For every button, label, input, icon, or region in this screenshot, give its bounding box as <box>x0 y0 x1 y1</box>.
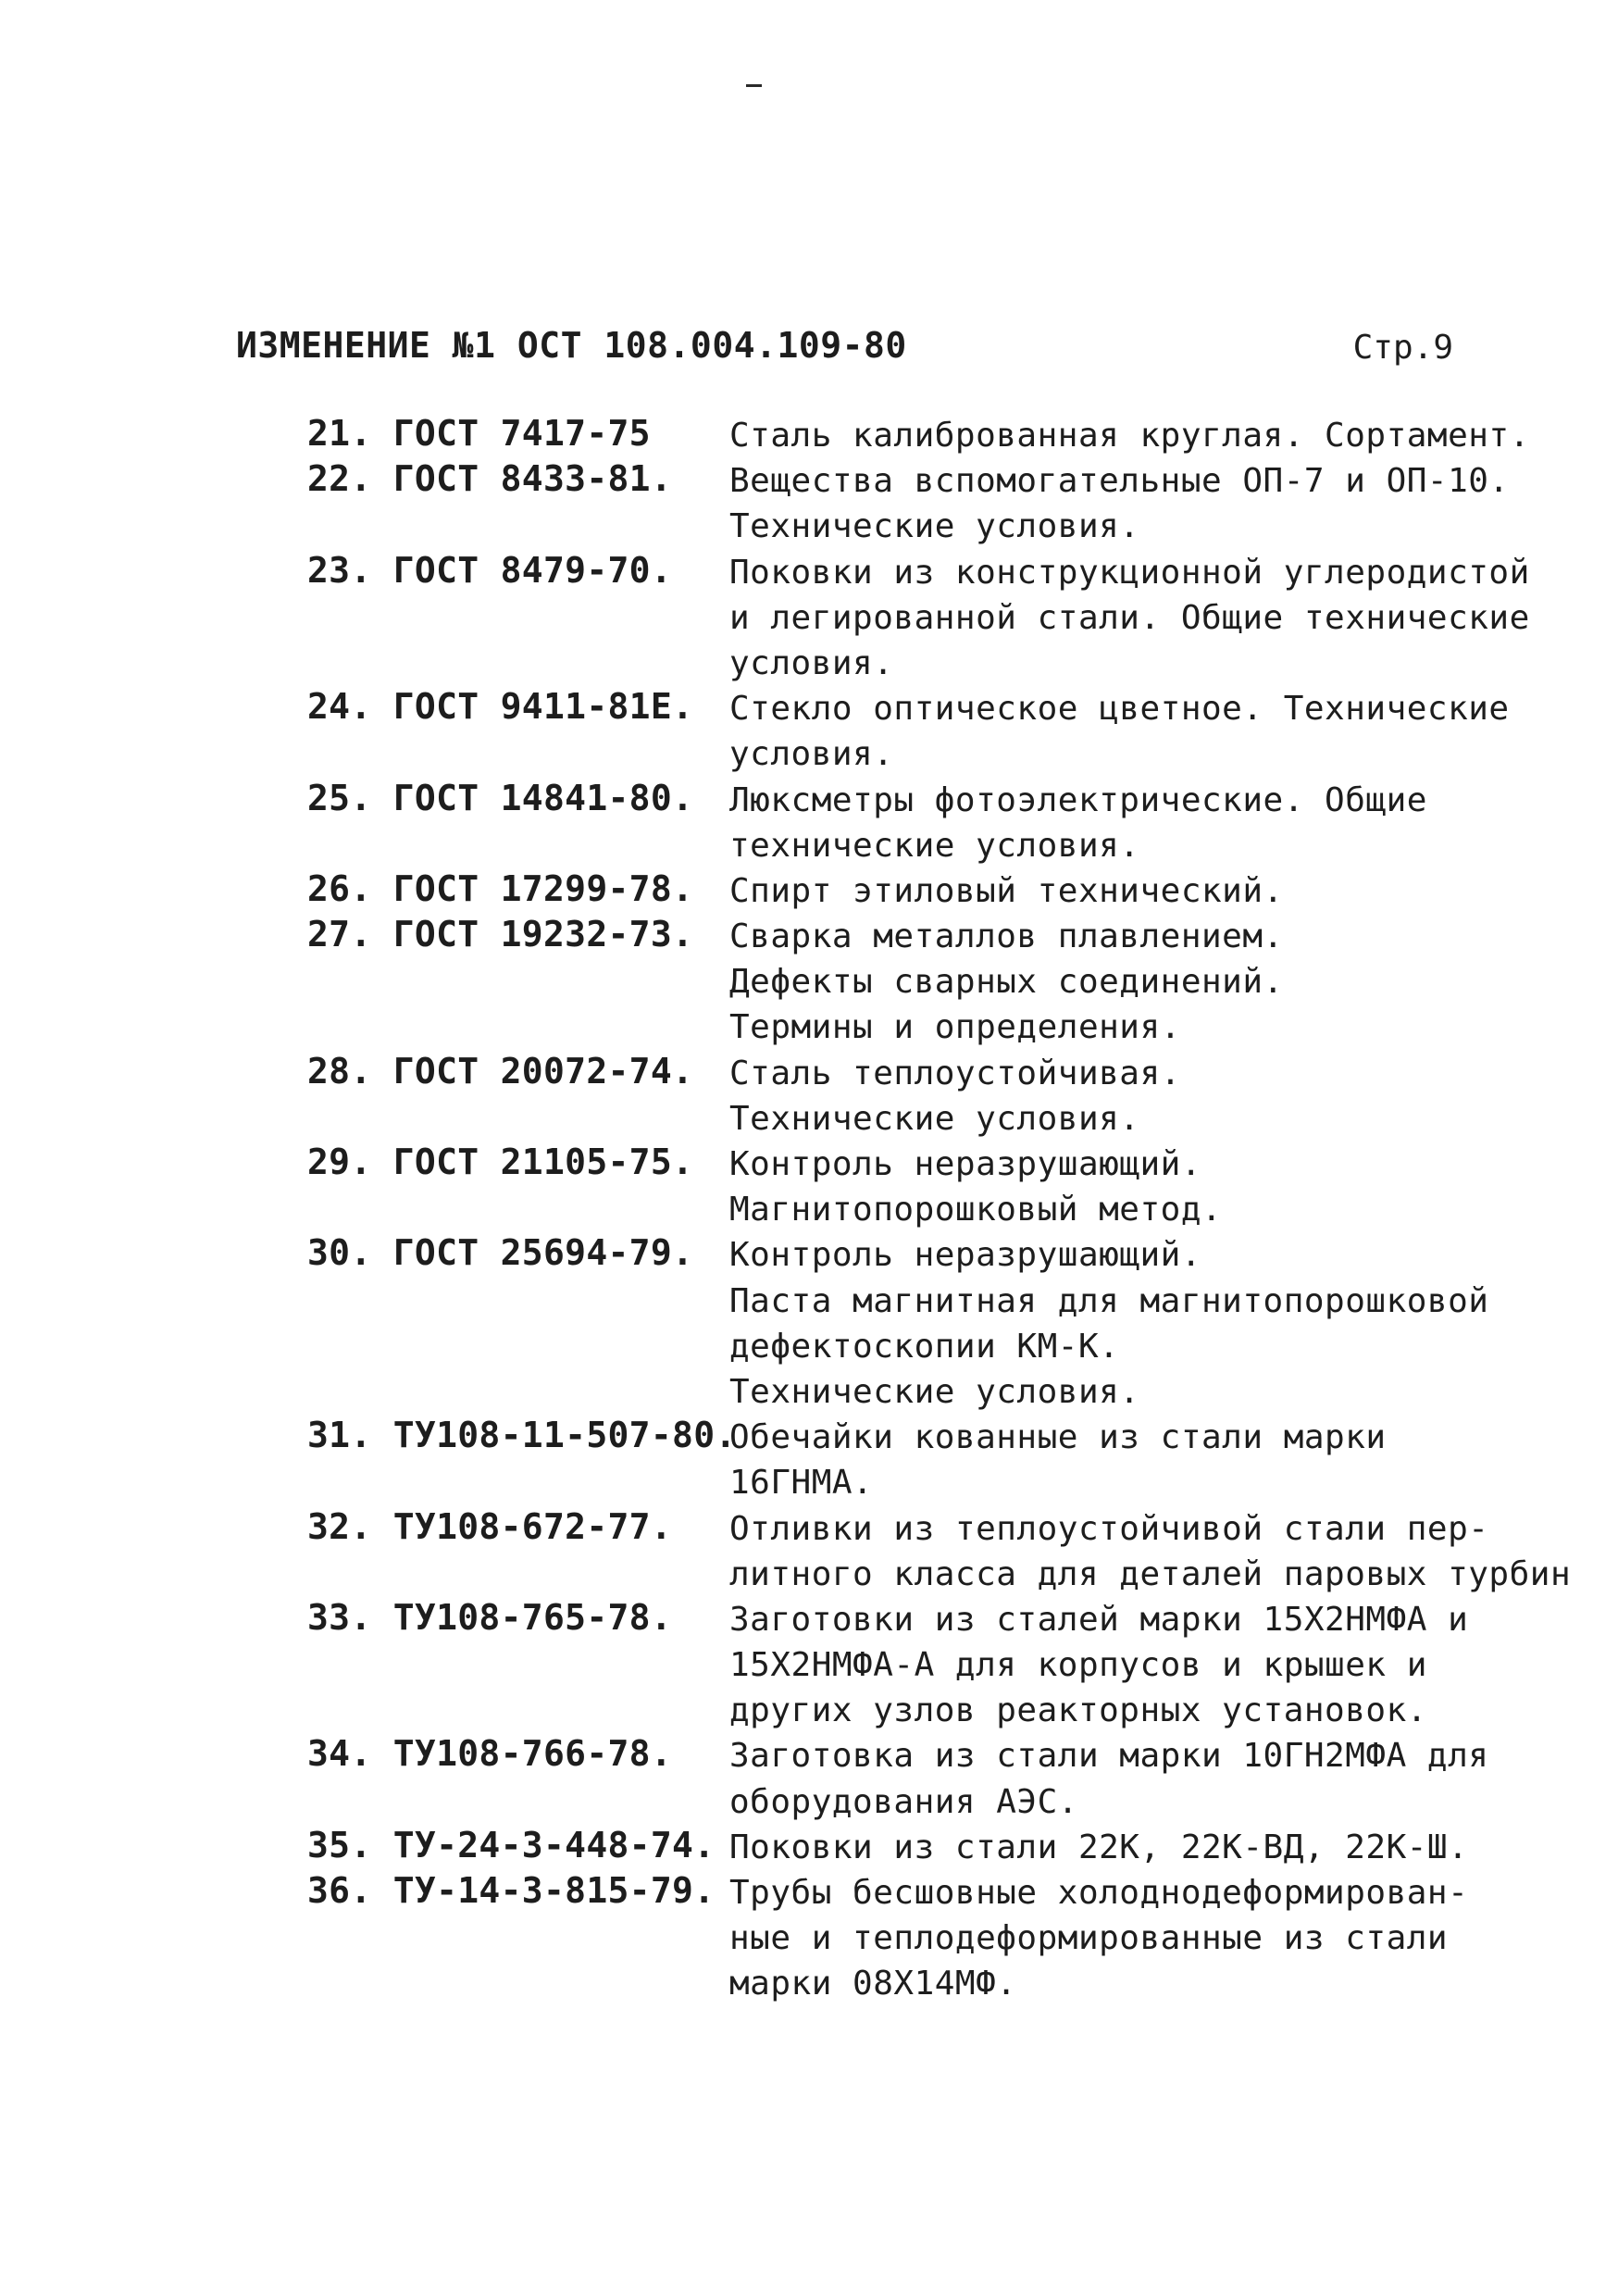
description-line: условия. <box>729 735 894 774</box>
description-line: Паста магнитная для магнитопорошковой <box>729 1281 1489 1320</box>
description-line: оборудования АЭС. <box>729 1782 1078 1821</box>
standard-description <box>729 1825 1525 1870</box>
standard-code: 33. ТУ108-765-78. <box>307 1596 673 1638</box>
description-line: Контроль неразрушающий. <box>729 1236 1201 1275</box>
description-line: Сварка металлов плавлением. <box>729 917 1284 956</box>
description-line: Технические условия. <box>729 1372 1140 1411</box>
description-line: других узлов реакторных установок. <box>729 1691 1427 1730</box>
description-line: Контроль неразрушающий. <box>729 1145 1201 1183</box>
description-line: дефектоскопии КМ-К. <box>729 1327 1120 1366</box>
standard-description <box>729 413 1530 458</box>
description-line: Вещества вспомогательные ОП-7 и ОП-10. <box>729 462 1510 501</box>
description-line: Стекло оптическое цветное. Технические <box>729 690 1510 729</box>
list-item <box>0 1733 1618 1824</box>
description-line: Заготовка из стали марки 10ГН2МФА для <box>729 1737 1489 1776</box>
page-number: Стр.9 <box>1352 329 1453 367</box>
description-line: Заготовки из сталей марки 15Х2НМФА и <box>729 1600 1469 1639</box>
standard-code: 23. ГОСТ 8479-70. <box>307 549 673 591</box>
list-item <box>0 1870 1618 2007</box>
list-item <box>0 914 1618 1051</box>
standard-description <box>729 868 1525 914</box>
standard-code: 29. ГОСТ 21105-75. <box>307 1142 694 1182</box>
page-header <box>236 325 1476 381</box>
description-line: Поковки из стали 22К, 22К-ВД, 22К-Ш. <box>729 1828 1469 1866</box>
reference-list <box>0 413 1618 2007</box>
standard-description <box>729 1415 1525 1505</box>
standard-description <box>729 458 1525 549</box>
standard-description <box>729 1051 1525 1142</box>
description-line: Термины и определения. <box>729 1008 1181 1047</box>
standard-code: 27. ГОСТ 19232-73. <box>307 914 694 955</box>
standard-code: 34. ТУ108-766-78. <box>307 1733 673 1775</box>
standard-code: 30. ГОСТ 25694-79. <box>307 1232 694 1274</box>
list-item <box>0 1506 1618 1597</box>
standard-description <box>729 1142 1525 1232</box>
list-item <box>0 1825 1618 1870</box>
list-item <box>0 413 1618 458</box>
top-dash-mark <box>746 84 762 87</box>
standard-code: 24. ГОСТ 9411-81Е. <box>307 686 694 728</box>
list-item <box>0 550 1618 687</box>
description-line: марки 08Х14МФ. <box>729 1965 1017 2003</box>
description-line: Отливки из теплоустойчивой стали пер- <box>729 1509 1489 1548</box>
standard-description <box>729 778 1525 868</box>
standard-description <box>729 1597 1525 1734</box>
standard-description <box>729 686 1525 777</box>
standard-code: 32. ТУ108-672-77. <box>307 1505 673 1547</box>
list-item <box>0 1051 1618 1142</box>
standard-code: 28. ГОСТ 20072-74. <box>307 1050 694 1092</box>
standard-description <box>729 550 1530 687</box>
description-line: Технические условия. <box>729 1099 1140 1138</box>
description-line: Магнитопорошковый метод. <box>729 1191 1223 1229</box>
description-line: Сталь калиброванная круглая. Сортамент. <box>729 417 1530 455</box>
description-line: 15Х2НМФА-А для корпусов и крышек и <box>729 1646 1427 1685</box>
description-line: Спирт этиловый технический. <box>729 871 1284 910</box>
description-line: ные и теплодеформированные из стали <box>729 1919 1449 1958</box>
list-item <box>0 868 1618 914</box>
list-item <box>0 458 1618 549</box>
description-line: условия. <box>729 643 894 682</box>
list-item <box>0 1415 1618 1505</box>
description-line: Технические условия. <box>729 507 1140 546</box>
description-line: Дефекты сварных соединений. <box>729 963 1284 1002</box>
standard-code: 25. ГОСТ 14841-80. <box>307 777 694 818</box>
description-line: Люксметры фотоэлектрические. Общие <box>729 780 1427 819</box>
standard-code: 21. ГОСТ 7417-75 <box>307 413 651 454</box>
description-line: 16ГНМА. <box>729 1464 874 1503</box>
description-line: литного класса для деталей паровых турбин <box>729 1554 1572 1593</box>
description-line: технические условия. <box>729 826 1140 865</box>
list-item <box>0 1142 1618 1232</box>
standard-code: 22. ГОСТ 8433-81. <box>307 458 673 500</box>
list-item <box>0 778 1618 868</box>
standard-code: 31. ТУ108-11-507-80. <box>307 1415 737 1456</box>
list-item <box>0 686 1618 777</box>
description-line: и легированной стали. Общие технические <box>729 598 1530 637</box>
standard-description <box>729 1733 1525 1824</box>
description-line: Сталь теплоустойчивая. <box>729 1054 1181 1092</box>
standard-description <box>729 914 1525 1051</box>
document-designation: ИЗМЕНЕНИЕ №1 ОСТ 108.004.109-80 <box>236 325 907 366</box>
standard-code: 35. ТУ-24-3-448-74. <box>307 1824 716 1866</box>
standard-description <box>729 1870 1525 2007</box>
description-line: Трубы бесшовные холоднодеформирован- <box>729 1874 1469 1912</box>
list-item <box>0 1232 1618 1415</box>
description-line: Обечайки кованные из стали марки <box>729 1418 1387 1457</box>
list-item <box>0 1597 1618 1734</box>
standard-description <box>729 1232 1525 1415</box>
standard-description <box>729 1506 1572 1597</box>
standard-code: 36. ТУ-14-3-815-79. <box>307 1870 716 1911</box>
description-line: Поковки из конструкционной углеродистой <box>729 553 1530 592</box>
standard-code: 26. ГОСТ 17299-78. <box>307 867 694 909</box>
